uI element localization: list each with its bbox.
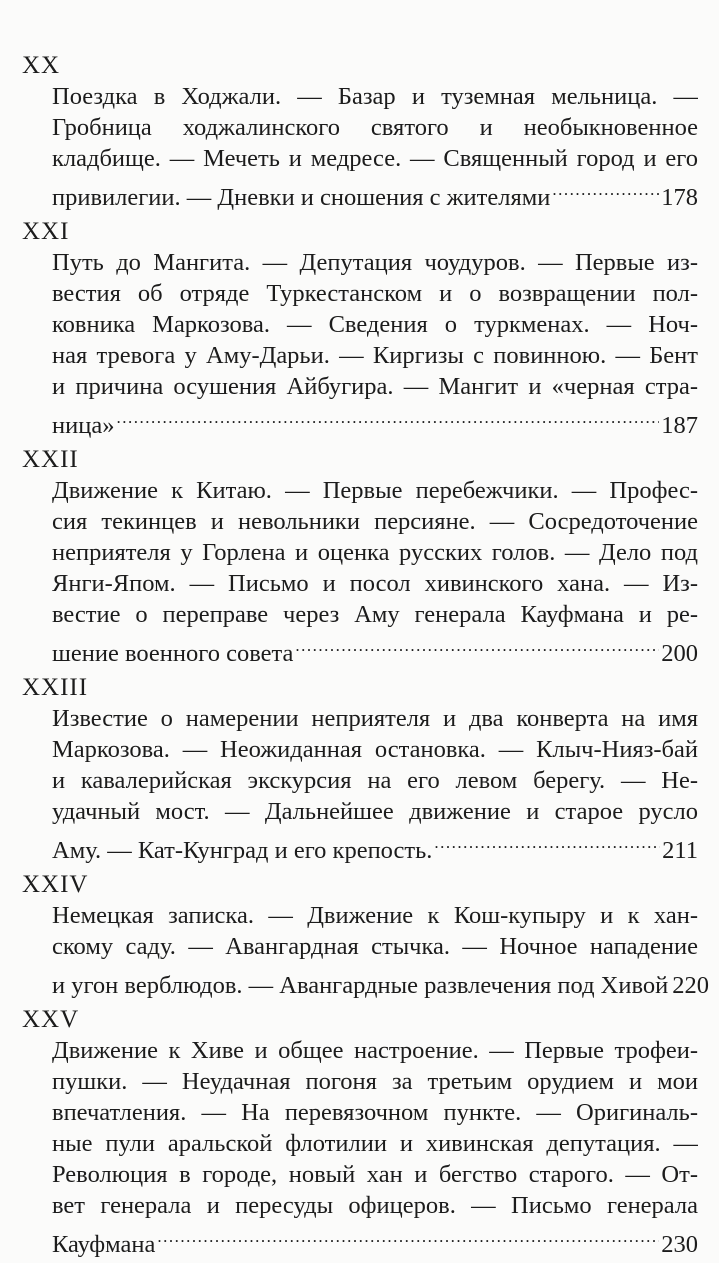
summary-line: шение военного совета (52, 640, 294, 667)
toc-entry (22, 216, 698, 439)
chapter-numeral: XXIII (22, 674, 89, 701)
summary-line: ковника Маркозова. — Сведения о туркменах. — Ноч- (52, 311, 698, 338)
page-number: 187 (661, 412, 698, 439)
dot-leader (434, 827, 660, 858)
summary-line: Кауфмана (52, 1231, 156, 1258)
chapter-summary (22, 81, 698, 211)
chapter-numeral: XXV (22, 1006, 80, 1033)
summary-line: кладбище. — Мечеть и медресе. — Священный город и его (52, 145, 698, 172)
summary-line: Аму. — Кат-Кунград и его крепость. (52, 837, 433, 864)
toc-entry (22, 50, 698, 211)
summary-line: ные пули аральской флотилии и хивинская депутация. — (52, 1130, 698, 1157)
toc-entry (22, 869, 709, 999)
chapter-summary (22, 475, 698, 667)
toc-entry (22, 444, 698, 667)
summary-line: неприятеля у Горлена и оценка русских голов. — Дело под (52, 539, 698, 566)
summary-line: привилегии. — Дневки и сношения с жителями (52, 184, 551, 211)
summary-line: вестие о переправе через Аму генерала Кауфмана и ре- (52, 601, 698, 628)
chapter-summary (22, 900, 709, 999)
summary-line: Революция в городе, новый хан и бегство старого. — От- (52, 1161, 698, 1188)
page-number: 200 (661, 640, 698, 667)
summary-line: Немецкая записка. — Движение к Кош-купыру и к хан- (52, 902, 698, 929)
toc-entry (22, 672, 698, 864)
chapter-numeral: XXIV (22, 871, 89, 898)
summary-last-line (52, 962, 709, 999)
summary-line: Движение к Хиве и общее настроение. — Первые трофеи- (52, 1037, 698, 1064)
summary-line: скому саду. — Авангардная стычка. — Ночное нападение (52, 933, 698, 960)
chapter-numeral: XXI (22, 218, 70, 245)
dot-leader (157, 1221, 659, 1252)
chapter-summary (22, 1035, 698, 1258)
summary-line: Гробница ходжалинского святого и необыкновенное (52, 114, 698, 141)
summary-line: сия текинцев и невольники персияне. — Сосредоточение (52, 508, 698, 535)
summary-line: вет генерала и пересуды офицеров. — Письмо генерала (52, 1192, 698, 1219)
summary-line: Поездка в Ходжали. — Базар и туземная мельница. — (52, 83, 698, 110)
page-number: 178 (661, 184, 698, 211)
summary-line: Янги-Япом. — Письмо и посол хивинского хана. — Из- (52, 570, 698, 597)
summary-last-line (52, 1221, 698, 1258)
toc-entry (22, 1004, 698, 1258)
summary-last-line (52, 630, 698, 667)
page-number: 230 (661, 1231, 698, 1258)
summary-line: и угон верблюдов. — Авангардные развлечения под Хивой (52, 972, 669, 999)
table-of-contents (22, 50, 709, 1263)
summary-line: и кавалерийская экскурсия на его левом берегу. — Не- (52, 767, 698, 794)
chapter-numeral: XX (22, 52, 61, 79)
dot-leader (295, 630, 659, 661)
summary-line: пушки. — Неудачная погоня за третьим орудием и мои (52, 1068, 698, 1095)
summary-last-line (52, 402, 698, 439)
summary-line: удачный мост. — Дальнейшее движение и старое русло (52, 798, 698, 825)
summary-line: ница» (52, 412, 115, 439)
summary-last-line (52, 827, 698, 864)
summary-line: и причина осушения Айбугира. — Мангит и «черная стра- (52, 373, 698, 400)
chapter-numeral: XXII (22, 446, 79, 473)
page-number: 211 (662, 837, 698, 864)
page-number: 220 (672, 972, 709, 999)
summary-last-line (52, 174, 698, 211)
dot-leader (116, 402, 659, 433)
summary-line: Путь до Мангита. — Депутация чоудуров. — Первые из- (52, 249, 698, 276)
chapter-summary (22, 703, 698, 864)
summary-line: ная тревога у Аму-Дарьи. — Киргизы с повинною. — Бент (52, 342, 698, 369)
summary-line: Известие о намерении неприятеля и два конверта на имя (52, 705, 698, 732)
dot-leader (552, 174, 659, 205)
summary-line: впечатления. — На перевязочном пункте. — Оригиналь- (52, 1099, 698, 1126)
summary-line: Маркозова. — Неожиданная остановка. — Клыч-Нияз-бай (52, 736, 698, 763)
chapter-summary (22, 247, 698, 439)
summary-line: вестия об отряде Туркестанском и о возвращении пол- (52, 280, 698, 307)
summary-line: Движение к Китаю. — Первые перебежчики. — Профес- (52, 477, 698, 504)
